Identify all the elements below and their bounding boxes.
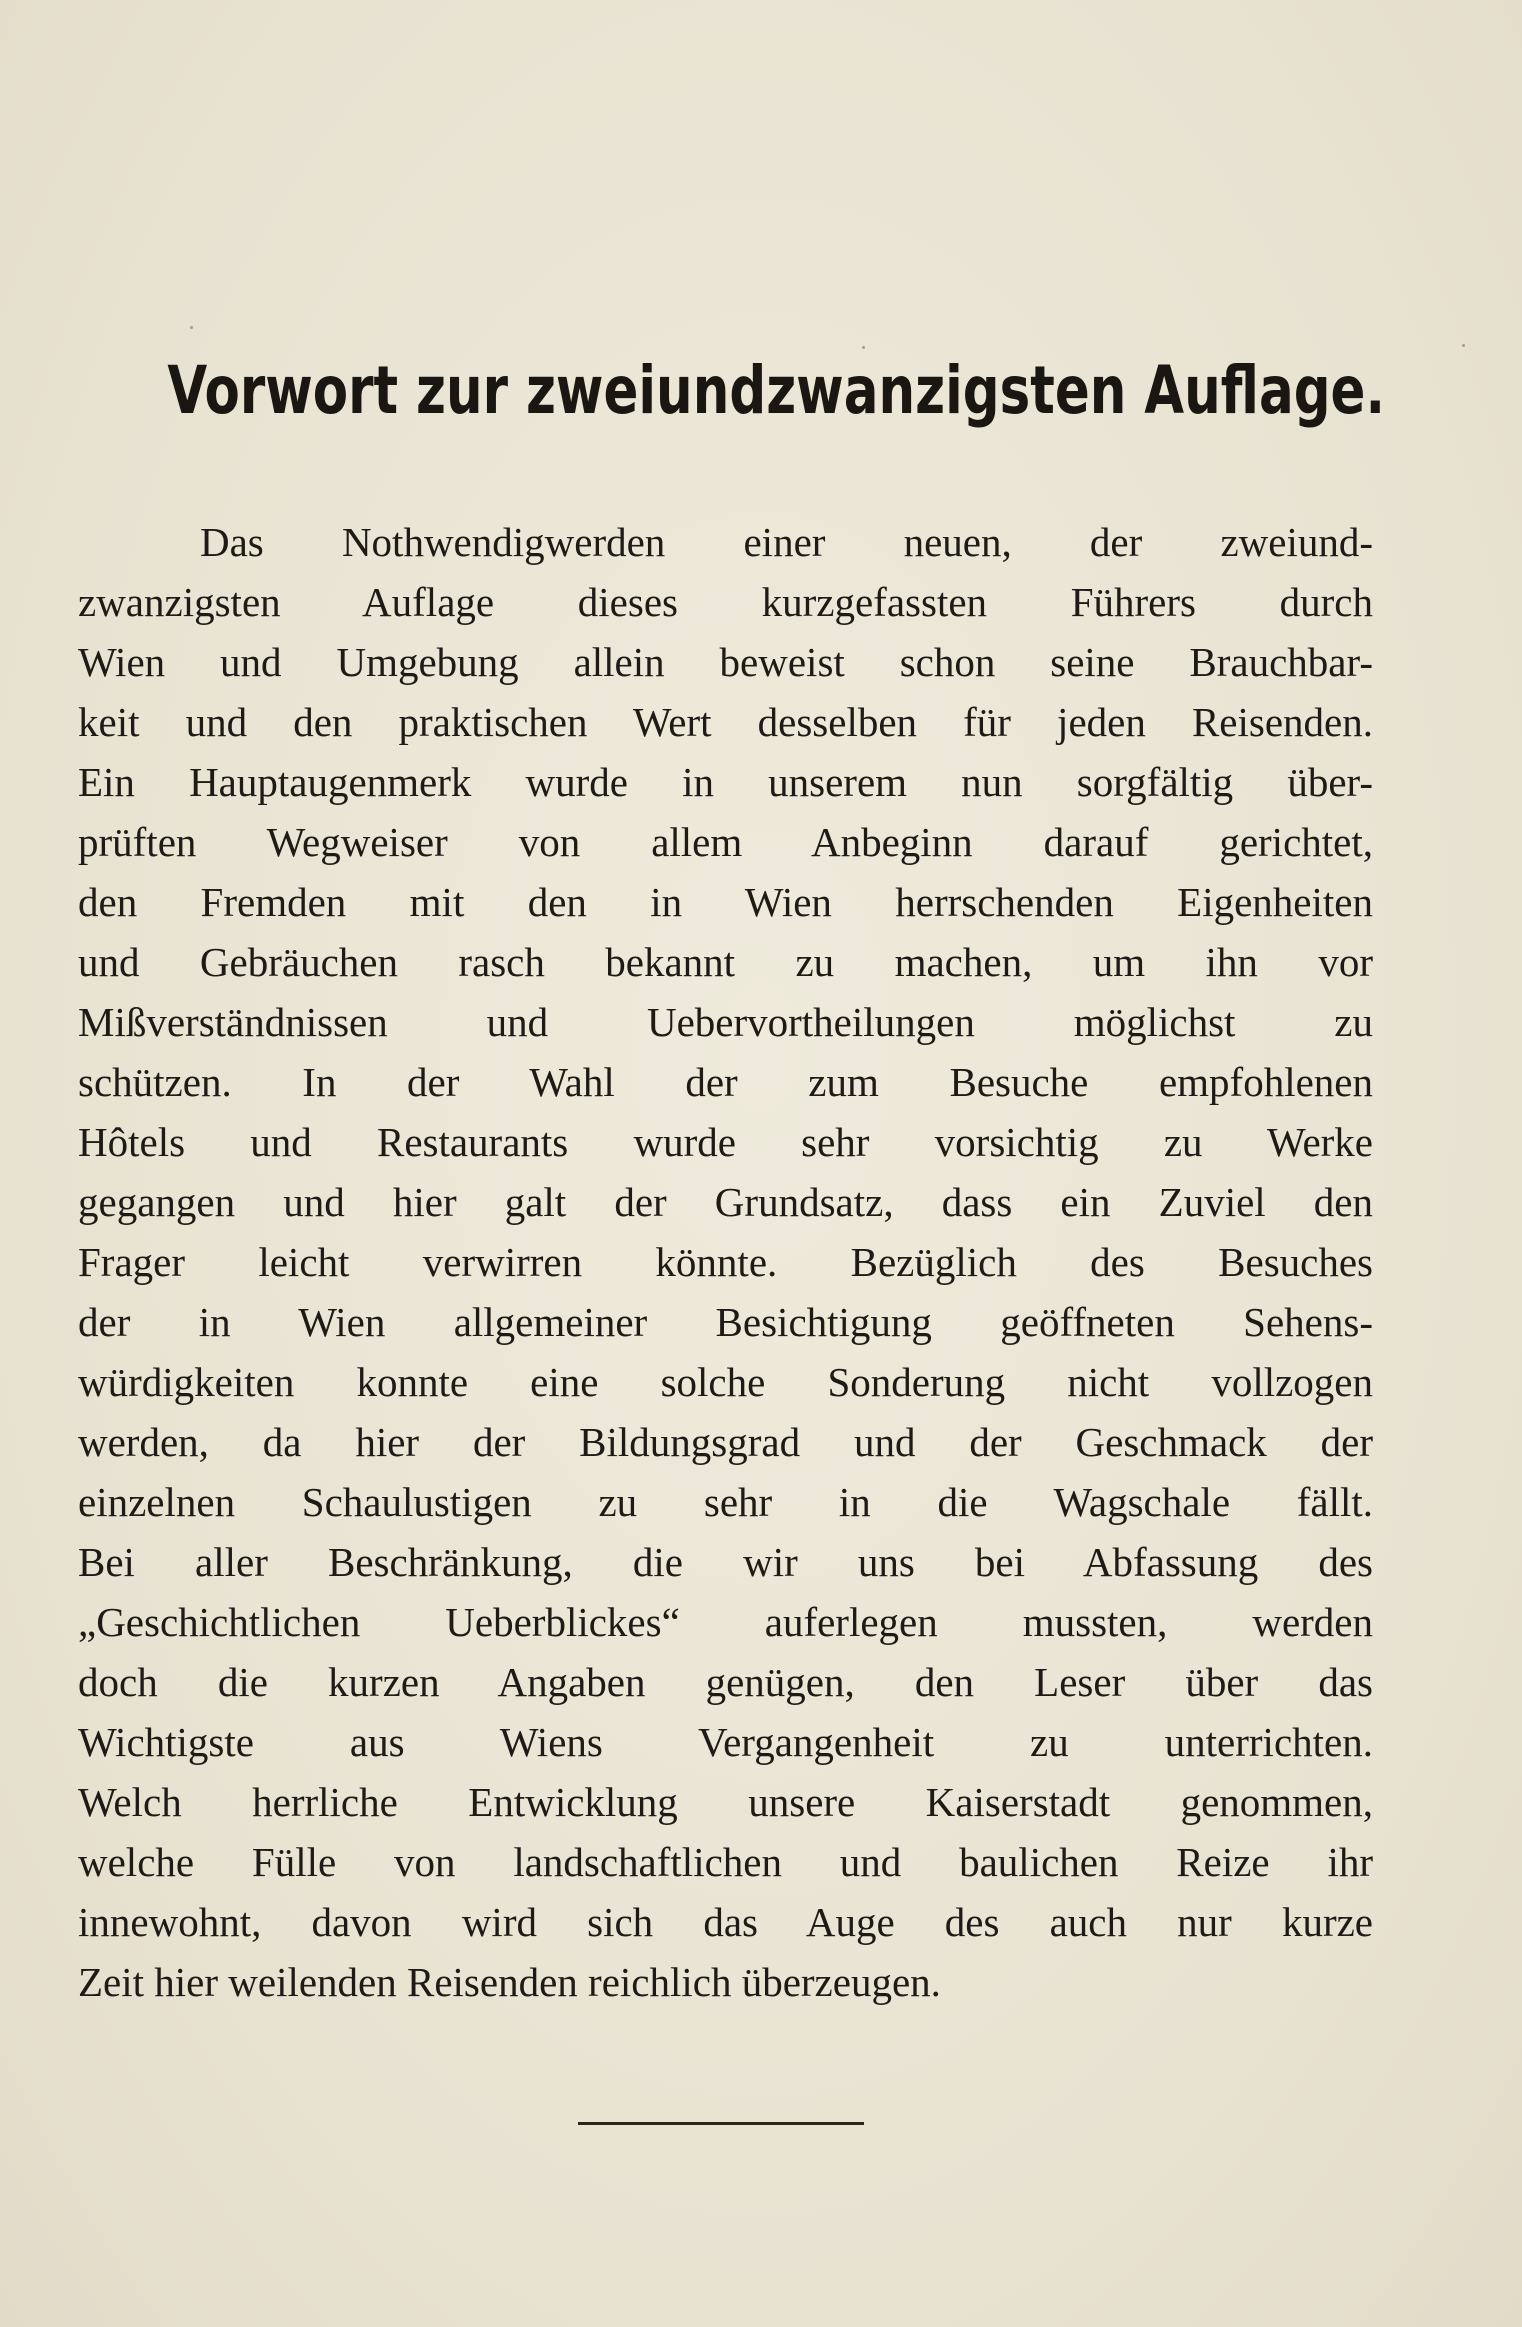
text-line: keit und den praktischen Wert desselben für jeden Reisenden.: [78, 699, 1373, 745]
text-line: Ein Hauptaugenmerk wurde in unserem nun sorgfältig über-: [78, 759, 1373, 805]
text-line: innewohnt, davon wird sich das Auge des auch nur kurze: [78, 1899, 1373, 1945]
text-line: schützen. In der Wahl der zum Besuche empfohlenen: [78, 1059, 1373, 1105]
text-line: der in Wien allgemeiner Besichtigung geöffneten Sehens-: [78, 1299, 1373, 1345]
preface-paragraph: [78, 512, 1373, 2012]
paper-speck: [862, 346, 865, 349]
text-line: Das Nothwendigwerden einer neuen, der zweiund-: [200, 519, 1373, 565]
text-line: Hôtels und Restaurants wurde sehr vorsichtig zu Werke: [78, 1119, 1373, 1165]
text-line: Frager leicht verwirren könnte. Bezüglich des Besuches: [78, 1239, 1373, 1285]
page-heading: Vorwort zur zweiundzwanzigsten Auflage.: [167, 352, 1386, 429]
text-line: Zeit hier weilenden Reisenden reichlich überzeugen.: [78, 1959, 941, 2005]
paper-speck: [1462, 344, 1465, 347]
text-line: und Gebräuchen rasch bekannt zu machen, um ihn vor: [78, 939, 1373, 985]
text-line: einzelnen Schaulustigen zu sehr in die Wagschale fällt.: [78, 1479, 1373, 1525]
text-line: gegangen und hier galt der Grundsatz, dass ein Zuviel den: [78, 1179, 1373, 1225]
text-line: welche Fülle von landschaftlichen und baulichen Reize ihr: [78, 1839, 1373, 1885]
text-line: Welch herrliche Entwicklung unsere Kaiserstadt genommen,: [78, 1779, 1373, 1825]
paper-speck: [190, 326, 193, 329]
text-line: zwanzigsten Auflage dieses kurzgefassten Führers durch: [78, 579, 1373, 625]
text-line: „Geschichtlichen Ueberblickes“ auferlegen mussten, werden: [78, 1599, 1373, 1645]
text-line: Wien und Umgebung allein beweist schon seine Brauchbar-: [78, 639, 1373, 685]
text-line: prüften Wegweiser von allem Anbeginn darauf gerichtet,: [78, 819, 1373, 865]
closing-rule: [578, 2122, 864, 2125]
text-line: Bei aller Beschränkung, die wir uns bei Abfassung des: [78, 1539, 1373, 1585]
text-line: den Fremden mit den in Wien herrschenden Eigenheiten: [78, 879, 1373, 925]
text-line: doch die kurzen Angaben genügen, den Leser über das: [78, 1659, 1373, 1705]
text-line: Wichtigste aus Wiens Vergangenheit zu unterrichten.: [78, 1719, 1373, 1765]
text-line: Mißverständnissen und Uebervortheilungen möglichst zu: [78, 999, 1373, 1045]
text-line: werden, da hier der Bildungsgrad und der Geschmack der: [78, 1419, 1373, 1465]
text-line: würdigkeiten konnte eine solche Sonderung nicht vollzogen: [78, 1359, 1373, 1405]
